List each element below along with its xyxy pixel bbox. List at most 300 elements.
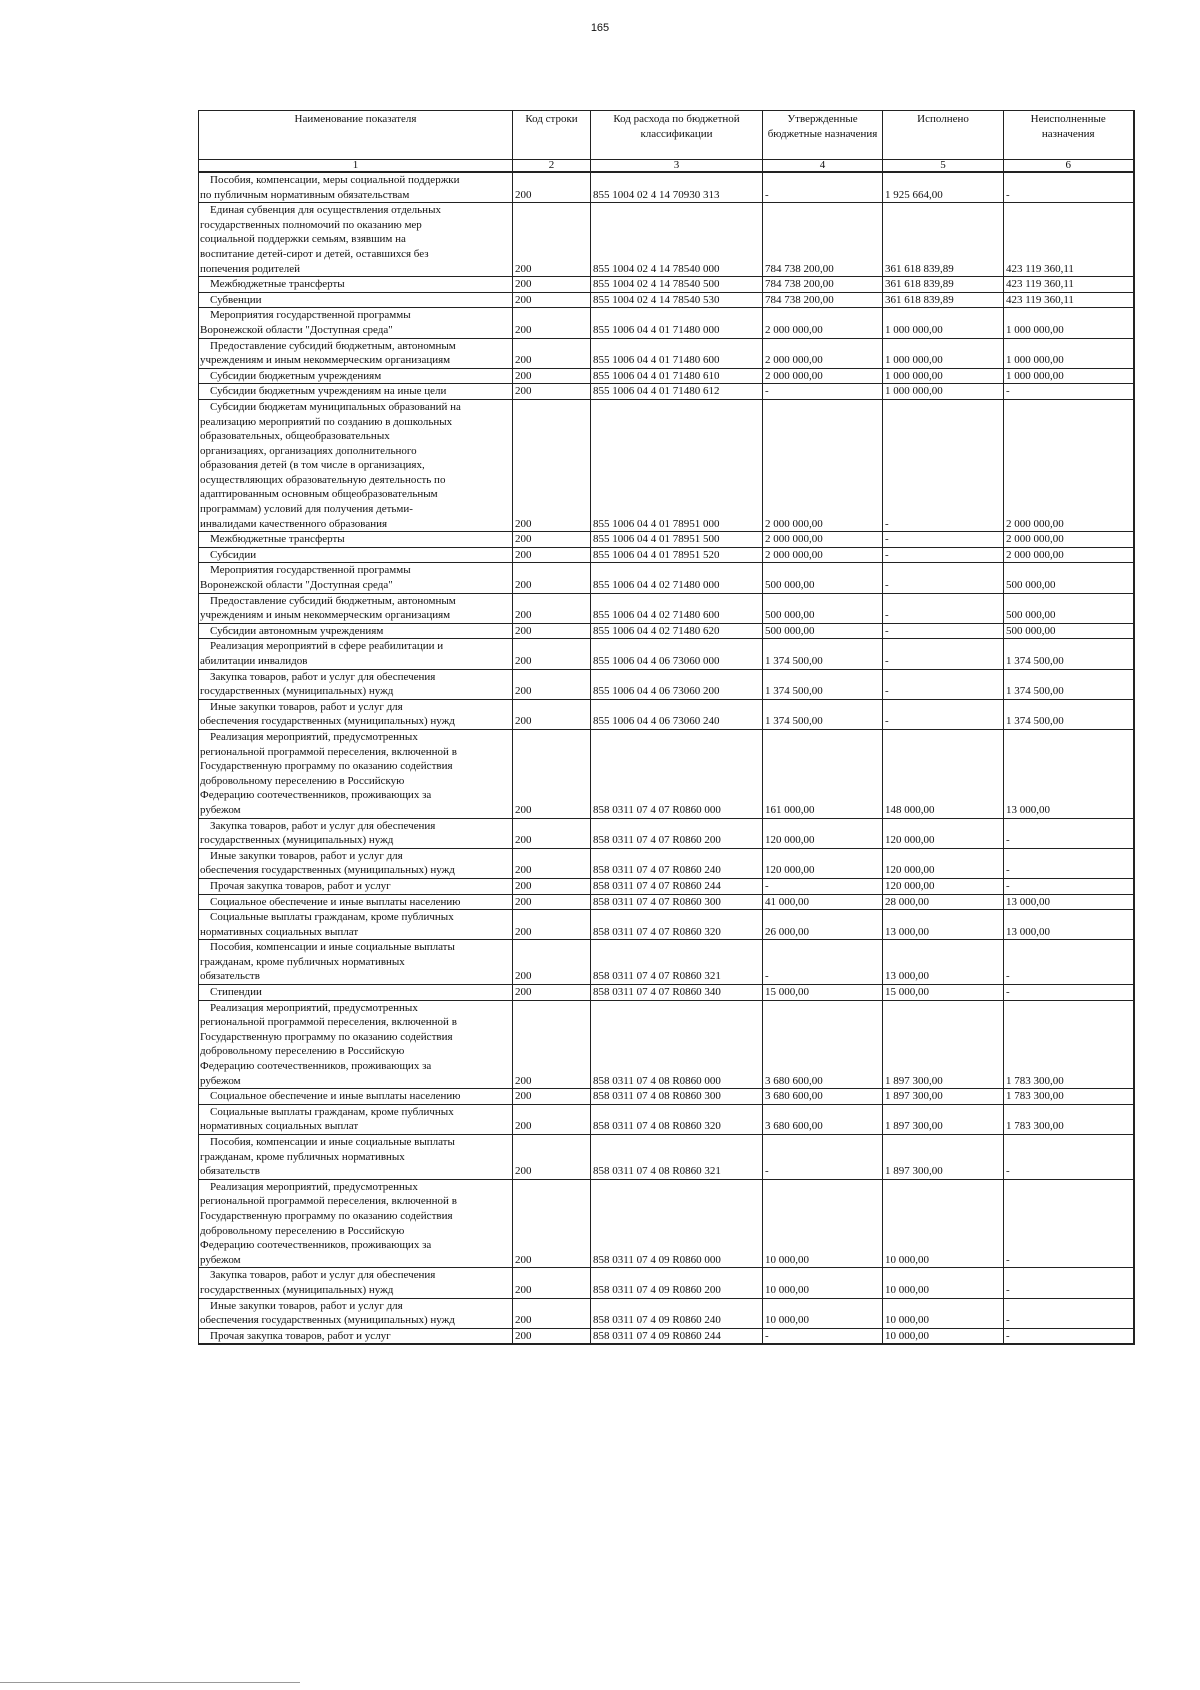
cell-indicator-name	[199, 699, 513, 729]
table-row	[199, 532, 1134, 548]
name-line: Пособия, компенсации и иные социальные выплаты	[210, 1136, 455, 1148]
column-number: 4	[763, 160, 883, 173]
cell-executed: -	[883, 669, 1004, 699]
name-line: Предоставление субсидий бюджетным, автономным	[210, 594, 456, 607]
cell-indicator-name	[199, 623, 513, 639]
cell-line-code: 200	[513, 277, 591, 293]
cell-line-code: 200	[513, 699, 591, 729]
cell-approved: 500 000,00	[763, 563, 883, 593]
table-row	[199, 1089, 1134, 1105]
table-row	[199, 563, 1134, 593]
table-row	[199, 1179, 1134, 1268]
cell-approved: 120 000,00	[763, 818, 883, 848]
cell-indicator-name	[199, 563, 513, 593]
cell-unexecuted: 1 374 500,00	[1004, 699, 1134, 729]
cell-approved: 2 000 000,00	[763, 547, 883, 563]
cell-approved: 500 000,00	[763, 593, 883, 623]
cell-expense-code: 858 0311 07 4 09 R0860 240	[591, 1298, 763, 1328]
cell-expense-code: 858 0311 07 4 08 R0860 320	[591, 1104, 763, 1134]
cell-unexecuted: 423 119 360,11	[1004, 203, 1134, 277]
cell-indicator-name	[199, 878, 513, 894]
name-line: Стипендии	[210, 986, 262, 999]
cell-line-code: 200	[513, 203, 591, 277]
cell-unexecuted: -	[1004, 940, 1134, 985]
cell-expense-code: 855 1006 04 4 02 71480 620	[591, 623, 763, 639]
table-row	[199, 1000, 1134, 1089]
cell-executed: -	[883, 699, 1004, 729]
cell-line-code: 200	[513, 1328, 591, 1344]
cell-indicator-name	[199, 1135, 513, 1180]
name-line: нормативных социальных выплат	[200, 1120, 359, 1133]
table-row	[199, 399, 1134, 531]
name-line: попечения родителей	[200, 262, 300, 275]
cell-executed: 10 000,00	[883, 1268, 1004, 1298]
cell-unexecuted: -	[1004, 985, 1134, 1001]
cell-approved: 3 680 600,00	[763, 1104, 883, 1134]
name-line: Субвенции	[210, 293, 262, 306]
cell-executed: 361 618 839,89	[883, 203, 1004, 277]
cell-indicator-name	[199, 277, 513, 293]
cell-approved: -	[763, 172, 883, 203]
name-line: Закупка товаров, работ и услуг для обеспечения	[210, 819, 436, 832]
cell-expense-code: 855 1006 04 4 01 78951 500	[591, 532, 763, 548]
name-line: Межбюджетные трансферты	[210, 533, 345, 546]
cell-line-code: 200	[513, 172, 591, 203]
cell-executed: 15 000,00	[883, 985, 1004, 1001]
name-line: Государственную программу по оказанию содействия	[200, 1209, 453, 1222]
cell-line-code: 200	[513, 940, 591, 985]
cell-indicator-name	[199, 338, 513, 368]
name-line: региональной программой переселения, включенной в	[200, 1195, 457, 1208]
cell-approved: 500 000,00	[763, 623, 883, 639]
scan-edge-line	[0, 1682, 300, 1683]
table-body	[199, 172, 1134, 1344]
table-row	[199, 910, 1134, 940]
cell-unexecuted: -	[1004, 1268, 1134, 1298]
name-line: обеспечения государственных (муниципальных) нужд	[200, 715, 455, 728]
table-row	[199, 894, 1134, 910]
cell-unexecuted: 13 000,00	[1004, 894, 1134, 910]
table-row	[199, 699, 1134, 729]
name-line: Социальное обеспечение и иные выплаты населению	[210, 1090, 461, 1103]
column-number: 5	[883, 160, 1004, 173]
table-row	[199, 639, 1134, 669]
cell-indicator-name	[199, 729, 513, 818]
name-line: Субсидии бюджетным учреждениям	[210, 369, 382, 382]
cell-expense-code: 858 0311 07 4 07 R0860 300	[591, 894, 763, 910]
table-row	[199, 203, 1134, 277]
name-line: Социальные выплаты гражданам, кроме публичных	[210, 911, 454, 924]
cell-line-code: 200	[513, 639, 591, 669]
cell-line-code: 200	[513, 729, 591, 818]
cell-executed: 361 618 839,89	[883, 292, 1004, 308]
cell-approved: 15 000,00	[763, 985, 883, 1001]
header-unexecuted: Неисполненные назначения	[1004, 111, 1134, 160]
name-line: добровольному переселению в Российскую	[200, 1045, 405, 1058]
cell-approved: 120 000,00	[763, 848, 883, 878]
header-line-code: Код строки	[513, 111, 591, 160]
header-indicator-name: Наименование показателя	[199, 111, 513, 160]
cell-line-code: 200	[513, 669, 591, 699]
name-line: Федерацию соотечественников, проживающих за	[200, 1239, 432, 1252]
cell-unexecuted: -	[1004, 1135, 1134, 1180]
cell-indicator-name	[199, 1328, 513, 1344]
name-line: организациях, организациях дополнительного	[200, 444, 417, 457]
cell-line-code: 200	[513, 532, 591, 548]
cell-executed: 148 000,00	[883, 729, 1004, 818]
name-line: региональной программой переселения, включенной в	[200, 1016, 457, 1029]
name-line: Пособия, компенсации и иные социальные выплаты	[210, 941, 455, 954]
table-row	[199, 1135, 1134, 1180]
cell-unexecuted: 2 000 000,00	[1004, 547, 1134, 563]
cell-expense-code: 858 0311 07 4 07 R0860 244	[591, 878, 763, 894]
cell-indicator-name	[199, 203, 513, 277]
cell-executed: 120 000,00	[883, 848, 1004, 878]
table-row	[199, 547, 1134, 563]
name-line: социальной поддержки семьям, взявшим на	[200, 233, 406, 246]
cell-line-code: 200	[513, 384, 591, 400]
cell-unexecuted: 1 000 000,00	[1004, 308, 1134, 338]
cell-approved: -	[763, 384, 883, 400]
name-line: по публичным нормативным обязательствам	[200, 188, 410, 201]
cell-executed: 10 000,00	[883, 1298, 1004, 1328]
name-line: Реализация мероприятий, предусмотренных	[210, 1180, 418, 1193]
name-line: Социальные выплаты гражданам, кроме публичных	[210, 1105, 454, 1118]
cell-approved: 10 000,00	[763, 1298, 883, 1328]
cell-indicator-name	[199, 910, 513, 940]
name-line: Прочая закупка товаров, работ и услуг	[210, 1329, 391, 1342]
cell-unexecuted: 2 000 000,00	[1004, 532, 1134, 548]
name-line: абилитации инвалидов	[200, 655, 308, 667]
cell-approved: 2 000 000,00	[763, 338, 883, 368]
cell-indicator-name	[199, 399, 513, 531]
cell-indicator-name	[199, 940, 513, 985]
cell-approved: 3 680 600,00	[763, 1000, 883, 1089]
cell-unexecuted: 13 000,00	[1004, 910, 1134, 940]
cell-expense-code: 855 1006 04 4 02 71480 000	[591, 563, 763, 593]
name-line: региональной программой переселения, включенной в	[200, 745, 457, 758]
name-line: Предоставление субсидий бюджетным, автономным	[210, 339, 456, 352]
cell-line-code: 200	[513, 1179, 591, 1268]
name-line: Субсидии	[210, 548, 257, 561]
cell-indicator-name	[199, 593, 513, 623]
cell-approved: 1 374 500,00	[763, 699, 883, 729]
cell-executed: 1 000 000,00	[883, 384, 1004, 400]
cell-executed: 1 897 300,00	[883, 1000, 1004, 1089]
cell-expense-code: 858 0311 07 4 07 R0860 000	[591, 729, 763, 818]
cell-unexecuted: -	[1004, 1328, 1134, 1344]
cell-unexecuted: 1 374 500,00	[1004, 639, 1134, 669]
cell-approved: 41 000,00	[763, 894, 883, 910]
cell-line-code: 200	[513, 848, 591, 878]
cell-expense-code: 858 0311 07 4 07 R0860 200	[591, 818, 763, 848]
cell-indicator-name	[199, 1298, 513, 1328]
cell-line-code: 200	[513, 623, 591, 639]
cell-expense-code: 858 0311 07 4 07 R0860 340	[591, 985, 763, 1001]
cell-expense-code: 858 0311 07 4 08 R0860 000	[591, 1000, 763, 1089]
cell-expense-code: 858 0311 07 4 07 R0860 320	[591, 910, 763, 940]
cell-indicator-name	[199, 894, 513, 910]
name-line: Воронежской области "Доступная среда"	[200, 323, 393, 336]
cell-approved: 3 680 600,00	[763, 1089, 883, 1105]
name-line: Субсидии бюджетам муниципальных образований на	[210, 400, 461, 413]
cell-indicator-name	[199, 1104, 513, 1134]
table-row	[199, 1268, 1134, 1298]
cell-unexecuted: 2 000 000,00	[1004, 399, 1134, 531]
cell-unexecuted: 423 119 360,11	[1004, 277, 1134, 293]
cell-executed: -	[883, 593, 1004, 623]
cell-approved: 10 000,00	[763, 1268, 883, 1298]
cell-indicator-name	[199, 639, 513, 669]
cell-approved: -	[763, 940, 883, 985]
name-line: образовательных, общеобразовательных	[200, 430, 390, 443]
cell-line-code: 200	[513, 368, 591, 384]
cell-line-code: 200	[513, 1000, 591, 1089]
cell-expense-code: 855 1006 04 4 01 71480 000	[591, 308, 763, 338]
cell-line-code: 200	[513, 985, 591, 1001]
cell-expense-code: 858 0311 07 4 08 R0860 300	[591, 1089, 763, 1105]
name-line: обязательств	[200, 1165, 260, 1178]
cell-approved: 161 000,00	[763, 729, 883, 818]
name-line: государственных (муниципальных) нужд	[200, 834, 394, 847]
column-number: 3	[591, 160, 763, 173]
cell-unexecuted: -	[1004, 818, 1134, 848]
cell-line-code: 200	[513, 338, 591, 368]
cell-expense-code: 858 0311 07 4 08 R0860 321	[591, 1135, 763, 1180]
cell-line-code: 200	[513, 593, 591, 623]
cell-unexecuted: -	[1004, 1298, 1134, 1328]
name-line: Федерацию соотечественников, проживающих за	[200, 789, 432, 802]
name-line: программам) условий для получения детьми-	[200, 503, 413, 516]
name-line: осуществляющих образовательную деятельность по	[200, 473, 446, 486]
cell-expense-code: 855 1006 04 4 01 71480 600	[591, 338, 763, 368]
name-line: государственных (муниципальных) нужд	[200, 1283, 394, 1296]
name-line: Межбюджетные трансферты	[210, 278, 345, 291]
cell-approved: 784 738 200,00	[763, 203, 883, 277]
header-approved: Утвержденные бюджетные назначения	[763, 111, 883, 160]
name-line: Закупка товаров, работ и услуг для обеспечения	[210, 670, 436, 683]
column-number: 6	[1004, 160, 1134, 173]
name-line: обязательств	[200, 970, 260, 983]
cell-executed: -	[883, 639, 1004, 669]
cell-indicator-name	[199, 368, 513, 384]
cell-approved: -	[763, 878, 883, 894]
cell-unexecuted: 1 783 300,00	[1004, 1000, 1134, 1089]
cell-approved: 2 000 000,00	[763, 308, 883, 338]
cell-approved: 2 000 000,00	[763, 368, 883, 384]
cell-executed: 1 000 000,00	[883, 368, 1004, 384]
name-line: Закупка товаров, работ и услуг для обеспечения	[210, 1269, 436, 1282]
cell-unexecuted: 1 783 300,00	[1004, 1104, 1134, 1134]
cell-unexecuted: 1 000 000,00	[1004, 338, 1134, 368]
name-line: Федерацию соотечественников, проживающих за	[200, 1060, 432, 1073]
table-row	[199, 172, 1134, 203]
cell-executed: 120 000,00	[883, 818, 1004, 848]
cell-indicator-name	[199, 1268, 513, 1298]
table-row	[199, 878, 1134, 894]
cell-expense-code: 855 1004 02 4 14 78540 530	[591, 292, 763, 308]
name-line: Реализация мероприятий в сфере реабилитации и	[210, 640, 444, 653]
cell-executed: 1 897 300,00	[883, 1089, 1004, 1105]
cell-unexecuted: 423 119 360,11	[1004, 292, 1134, 308]
table-row	[199, 1298, 1134, 1328]
cell-unexecuted: 1 000 000,00	[1004, 368, 1134, 384]
cell-executed: 1 000 000,00	[883, 338, 1004, 368]
table-row	[199, 848, 1134, 878]
name-line: обеспечения государственных (муниципальных) нужд	[200, 1314, 455, 1327]
cell-executed: 1 925 664,00	[883, 172, 1004, 203]
table-row	[199, 1328, 1134, 1344]
cell-line-code: 200	[513, 1268, 591, 1298]
name-line: государственных полномочий по оказанию мер	[200, 218, 422, 231]
cell-executed: -	[883, 563, 1004, 593]
cell-unexecuted: 13 000,00	[1004, 729, 1134, 818]
cell-indicator-name	[199, 1179, 513, 1268]
cell-line-code: 200	[513, 1104, 591, 1134]
name-line: рубежом	[200, 1074, 241, 1087]
cell-expense-code: 855 1004 02 4 14 70930 313	[591, 172, 763, 203]
table-row	[199, 669, 1134, 699]
cell-unexecuted: -	[1004, 172, 1134, 203]
cell-executed: 13 000,00	[883, 910, 1004, 940]
cell-line-code: 200	[513, 399, 591, 531]
table-row	[199, 292, 1134, 308]
cell-line-code: 200	[513, 292, 591, 308]
cell-line-code: 200	[513, 1135, 591, 1180]
name-line: адаптированным основным общеобразовательным	[200, 488, 438, 501]
table-row	[199, 729, 1134, 818]
name-line: учреждениям и иным некоммерческим организациям	[200, 354, 451, 367]
name-line: Иные закупки товаров, работ и услуг для	[210, 1299, 403, 1312]
cell-executed: 120 000,00	[883, 878, 1004, 894]
cell-indicator-name	[199, 532, 513, 548]
table-row	[199, 985, 1134, 1001]
cell-indicator-name	[199, 547, 513, 563]
table-header	[199, 111, 1134, 173]
cell-approved: 26 000,00	[763, 910, 883, 940]
cell-executed: 1 897 300,00	[883, 1135, 1004, 1180]
cell-line-code: 200	[513, 1298, 591, 1328]
cell-indicator-name	[199, 985, 513, 1001]
cell-indicator-name	[199, 848, 513, 878]
column-number: 1	[199, 160, 513, 173]
cell-executed: -	[883, 532, 1004, 548]
name-line: нормативных социальных выплат	[200, 925, 359, 938]
name-line: реализацию мероприятий по созданию в дошкольных	[200, 415, 453, 428]
name-line: Реализация мероприятий, предусмотренных	[210, 1001, 418, 1014]
name-line: Воронежской области "Доступная среда"	[200, 579, 393, 592]
cell-approved: 10 000,00	[763, 1179, 883, 1268]
cell-expense-code: 855 1004 02 4 14 78540 000	[591, 203, 763, 277]
name-line: Мероприятия государственной программы	[210, 564, 411, 577]
name-line: образования детей (в том числе в организациях,	[200, 459, 425, 472]
cell-approved: 784 738 200,00	[763, 277, 883, 293]
table-row	[199, 308, 1134, 338]
cell-expense-code: 858 0311 07 4 07 R0860 240	[591, 848, 763, 878]
name-line: Прочая закупка товаров, работ и услуг	[210, 879, 391, 892]
name-line: гражданам, кроме публичных нормативных	[200, 955, 405, 968]
header-expense-code: Код расхода по бюджетной классификации	[591, 111, 763, 160]
cell-indicator-name	[199, 1000, 513, 1089]
name-line: гражданам, кроме публичных нормативных	[200, 1150, 405, 1163]
cell-expense-code: 855 1006 04 4 06 73060 000	[591, 639, 763, 669]
cell-unexecuted: -	[1004, 1179, 1134, 1268]
name-line: Единая субвенция для осуществления отдельных	[210, 204, 441, 217]
cell-expense-code: 855 1006 04 4 01 71480 612	[591, 384, 763, 400]
name-line: обеспечения государственных (муниципальных) нужд	[200, 864, 455, 877]
name-line: Социальное обеспечение и иные выплаты населению	[210, 895, 461, 908]
table-row	[199, 277, 1134, 293]
table-row	[199, 940, 1134, 985]
name-line: рубежом	[200, 1253, 241, 1266]
cell-line-code: 200	[513, 547, 591, 563]
cell-approved: -	[763, 1135, 883, 1180]
name-line: Государственную программу по оказанию содействия	[200, 760, 453, 773]
cell-indicator-name	[199, 1089, 513, 1105]
cell-indicator-name	[199, 308, 513, 338]
table-row	[199, 338, 1134, 368]
cell-expense-code: 858 0311 07 4 09 R0860 244	[591, 1328, 763, 1344]
cell-expense-code: 858 0311 07 4 09 R0860 000	[591, 1179, 763, 1268]
cell-expense-code: 855 1006 04 4 06 73060 200	[591, 669, 763, 699]
cell-executed: -	[883, 399, 1004, 531]
cell-line-code: 200	[513, 910, 591, 940]
table-row	[199, 384, 1134, 400]
name-line: Субсидии автономным учреждениям	[210, 624, 384, 637]
table-row	[199, 818, 1134, 848]
cell-unexecuted: 500 000,00	[1004, 593, 1134, 623]
cell-unexecuted: -	[1004, 384, 1134, 400]
cell-executed: 1 000 000,00	[883, 308, 1004, 338]
cell-line-code: 200	[513, 818, 591, 848]
cell-indicator-name	[199, 172, 513, 203]
cell-approved: 784 738 200,00	[763, 292, 883, 308]
cell-unexecuted: 1 783 300,00	[1004, 1089, 1134, 1105]
name-line: Реализация мероприятий, предусмотренных	[210, 730, 418, 743]
name-line: учреждениям и иным некоммерческим организациям	[200, 609, 451, 622]
name-line: Пособия, компенсации, меры социальной поддержки	[210, 174, 460, 186]
cell-expense-code: 855 1006 04 4 06 73060 240	[591, 699, 763, 729]
cell-executed: -	[883, 623, 1004, 639]
cell-approved: 1 374 500,00	[763, 639, 883, 669]
cell-executed: 361 618 839,89	[883, 277, 1004, 293]
cell-expense-code: 858 0311 07 4 09 R0860 200	[591, 1268, 763, 1298]
cell-line-code: 200	[513, 878, 591, 894]
cell-approved: 2 000 000,00	[763, 399, 883, 531]
name-line: Субсидии бюджетным учреждениям на иные цели	[210, 385, 447, 398]
cell-unexecuted: 1 374 500,00	[1004, 669, 1134, 699]
header-executed: Исполнено	[883, 111, 1004, 160]
cell-line-code: 200	[513, 308, 591, 338]
name-line: рубежом	[200, 803, 241, 816]
cell-line-code: 200	[513, 563, 591, 593]
budget-execution-table	[198, 110, 1135, 1345]
cell-indicator-name	[199, 292, 513, 308]
cell-expense-code: 855 1006 04 4 01 71480 610	[591, 368, 763, 384]
cell-expense-code: 855 1006 04 4 01 78951 000	[591, 399, 763, 531]
table-row	[199, 623, 1134, 639]
cell-unexecuted: 500 000,00	[1004, 563, 1134, 593]
page-number: 165	[590, 22, 610, 34]
cell-expense-code: 855 1006 04 4 02 71480 600	[591, 593, 763, 623]
cell-unexecuted: -	[1004, 848, 1134, 878]
cell-executed: 1 897 300,00	[883, 1104, 1004, 1134]
column-number-row	[199, 160, 1134, 173]
cell-executed: 10 000,00	[883, 1328, 1004, 1344]
name-line: воспитание детей-сирот и детей, оставшихся без	[200, 247, 429, 260]
cell-line-code: 200	[513, 1089, 591, 1105]
table-row	[199, 593, 1134, 623]
